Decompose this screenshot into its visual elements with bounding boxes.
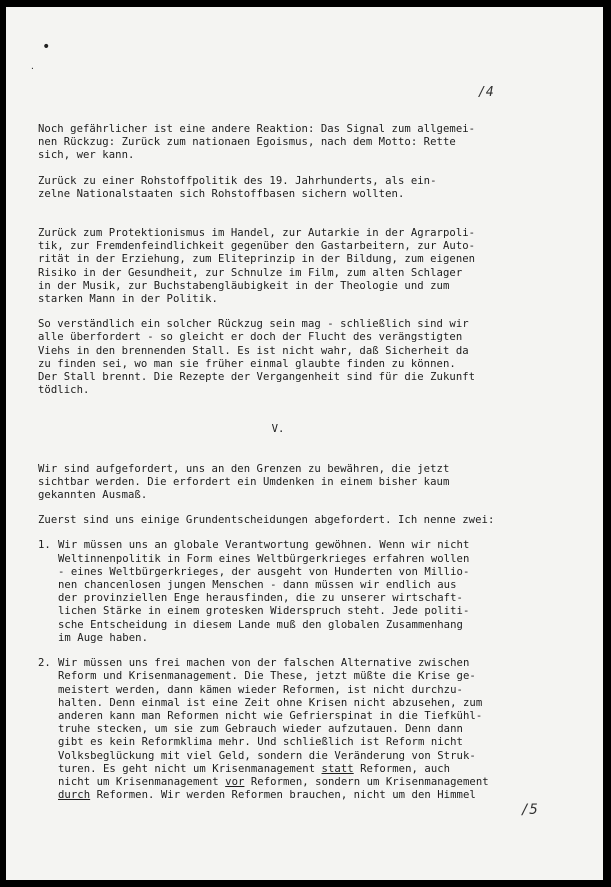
text-line: zelne Nationalstaaten sich Rohstoffbasen sichern wollten. [38, 187, 405, 200]
text-line: tik, zur Fremdenfeindlichkeit gegenüber den Gastarbeitern, zur Auto- [38, 240, 476, 253]
text-line: Reform und Krisenmanagement. Die These, jetzt müßte die Krise ge- [58, 670, 476, 683]
text-line: starken Mann in der Politik. [38, 293, 218, 306]
text-line: Viehs in den brennenden Stall. Es ist nicht wahr, daß Sicherheit da [38, 344, 469, 357]
underlined-word: durch [58, 789, 91, 802]
ink-dot: • [42, 39, 51, 55]
paragraph [38, 227, 578, 306]
document-body [38, 123, 578, 802]
text-line: anderen kann man Reformen nicht wie Gefrierspinat in die Tiefkühl- [58, 709, 483, 722]
text-line: gekannten Ausmaß. [38, 489, 148, 502]
underlined-word: statt [321, 762, 354, 775]
page-number: /4 [478, 85, 494, 100]
paragraph [38, 123, 578, 163]
text-line: turen. Es geht nicht um Krisenmanagement statt Reformen, auch [58, 762, 451, 775]
text-line: Wir müssen uns an globale Verantwortung gewöhnen. Wenn wir nicht [58, 539, 470, 552]
text-line: Risiko in der Gesundheit, zur Schnulze im Film, zum alten Schlager [38, 266, 463, 279]
text-line: Wir müssen uns frei machen von der falschen Alternative zwischen [58, 657, 470, 670]
text-line: truhe stecken, um sie zum Gebrauch wieder aufzutauen. Denn dann [58, 723, 463, 736]
text-line: sche Entscheidung in diesem Lande muß den globalen Zusammenhang [58, 618, 463, 631]
text-line: halten. Denn einmal ist eine Zeit ohne Krisen nicht abzusehen, zum [58, 696, 483, 709]
text-line: Zuerst sind uns einige Grundentscheidungen abgefordert. Ich nenne zwei: [38, 514, 495, 527]
paragraph [38, 514, 578, 527]
paragraph [38, 463, 578, 503]
list-item [38, 657, 578, 802]
text-line: meistert werden, dann kämen wieder Reformen, ist nicht durchzu- [58, 683, 463, 696]
text-line: rität in der Erziehung, zum Eliteprinzip in der Bildung, zum eigenen [38, 253, 476, 266]
text-line: Zurück zum Protektionismus im Handel, zur Autarkie in der Agrarpoli- [38, 227, 476, 240]
text-line: Weltinnenpolitik in Form eines Weltbürgerkrieges erfahren wollen [58, 552, 470, 565]
list-item [38, 539, 578, 645]
text-line: Der Stall brennt. Die Rezepte der Vergangenheit sind für die Zukunft [38, 371, 476, 384]
text-line: alle überfordert - so gleicht er doch der Flucht des verängstigten [38, 331, 463, 344]
text-line: nen chancenlosen jungen Menschen - dann müssen wir endlich aus [58, 579, 457, 592]
next-page-mark: /5 [521, 802, 538, 818]
document-page [6, 7, 603, 880]
list-number: 2. [38, 657, 51, 670]
paragraph [38, 318, 578, 397]
text-line: in der Musik, zur Buchstabengläubigkeit in der Theologie und zum [38, 279, 450, 292]
section-heading: V. [271, 423, 285, 436]
text-line: So verständlich ein solcher Rückzug sein mag - schließlich sind wir [38, 318, 469, 331]
text-line: nen Rückzug: Zurück zum nationaen Egoismus, nach dem Motto: Rette [38, 136, 456, 149]
text-line: Noch gefährlicher ist eine andere Reaktion: Das Signal zum allgemei- [38, 123, 476, 135]
text-line: der provinziellen Enge herausfinden, die zu unserer wirtschaft- [58, 592, 463, 605]
text-line: lichen Stärke in einem grotesken Widerspruch steht. Jede politi- [58, 605, 470, 618]
underlined-word: vor [225, 775, 245, 788]
paragraph [38, 175, 578, 201]
text-line: sichtbar werden. Die erfordert ein Umdenken in einem bisher kaum [38, 475, 450, 488]
text-line: Wir sind aufgefordert, uns an den Grenzen zu bewähren, die jetzt [38, 462, 450, 475]
ink-dot: · [30, 64, 35, 73]
list-number: 1. [38, 539, 51, 552]
text-line: zu finden sei, wo man sie früher einmal glaubte finden zu können. [38, 357, 456, 370]
text-line: Volksbeglückung mit viel Geld, sondern die Veränderung von Struk- [58, 749, 476, 762]
text-line: sich, wer kann. [38, 149, 135, 162]
text-line: Zurück zu einer Rohstoffpolitik des 19. Jahrhunderts, als ein- [38, 174, 437, 187]
text-line: - eines Weltbürgerkrieges, der ausgeht von Hunderten von Millio- [58, 565, 470, 578]
text-line: im Auge haben. [58, 631, 148, 644]
text-line: durch Reformen. Wir werden Reformen brauchen, nicht um den Himmel [58, 789, 476, 802]
text-line: tödlich. [38, 384, 90, 397]
text-line: gibt es kein Reformklima mehr. Und schließlich ist Reform nicht [58, 736, 463, 749]
text-line: nicht um Krisenmanagement vor Reformen, sondern um Krisenmanagement [58, 775, 489, 788]
